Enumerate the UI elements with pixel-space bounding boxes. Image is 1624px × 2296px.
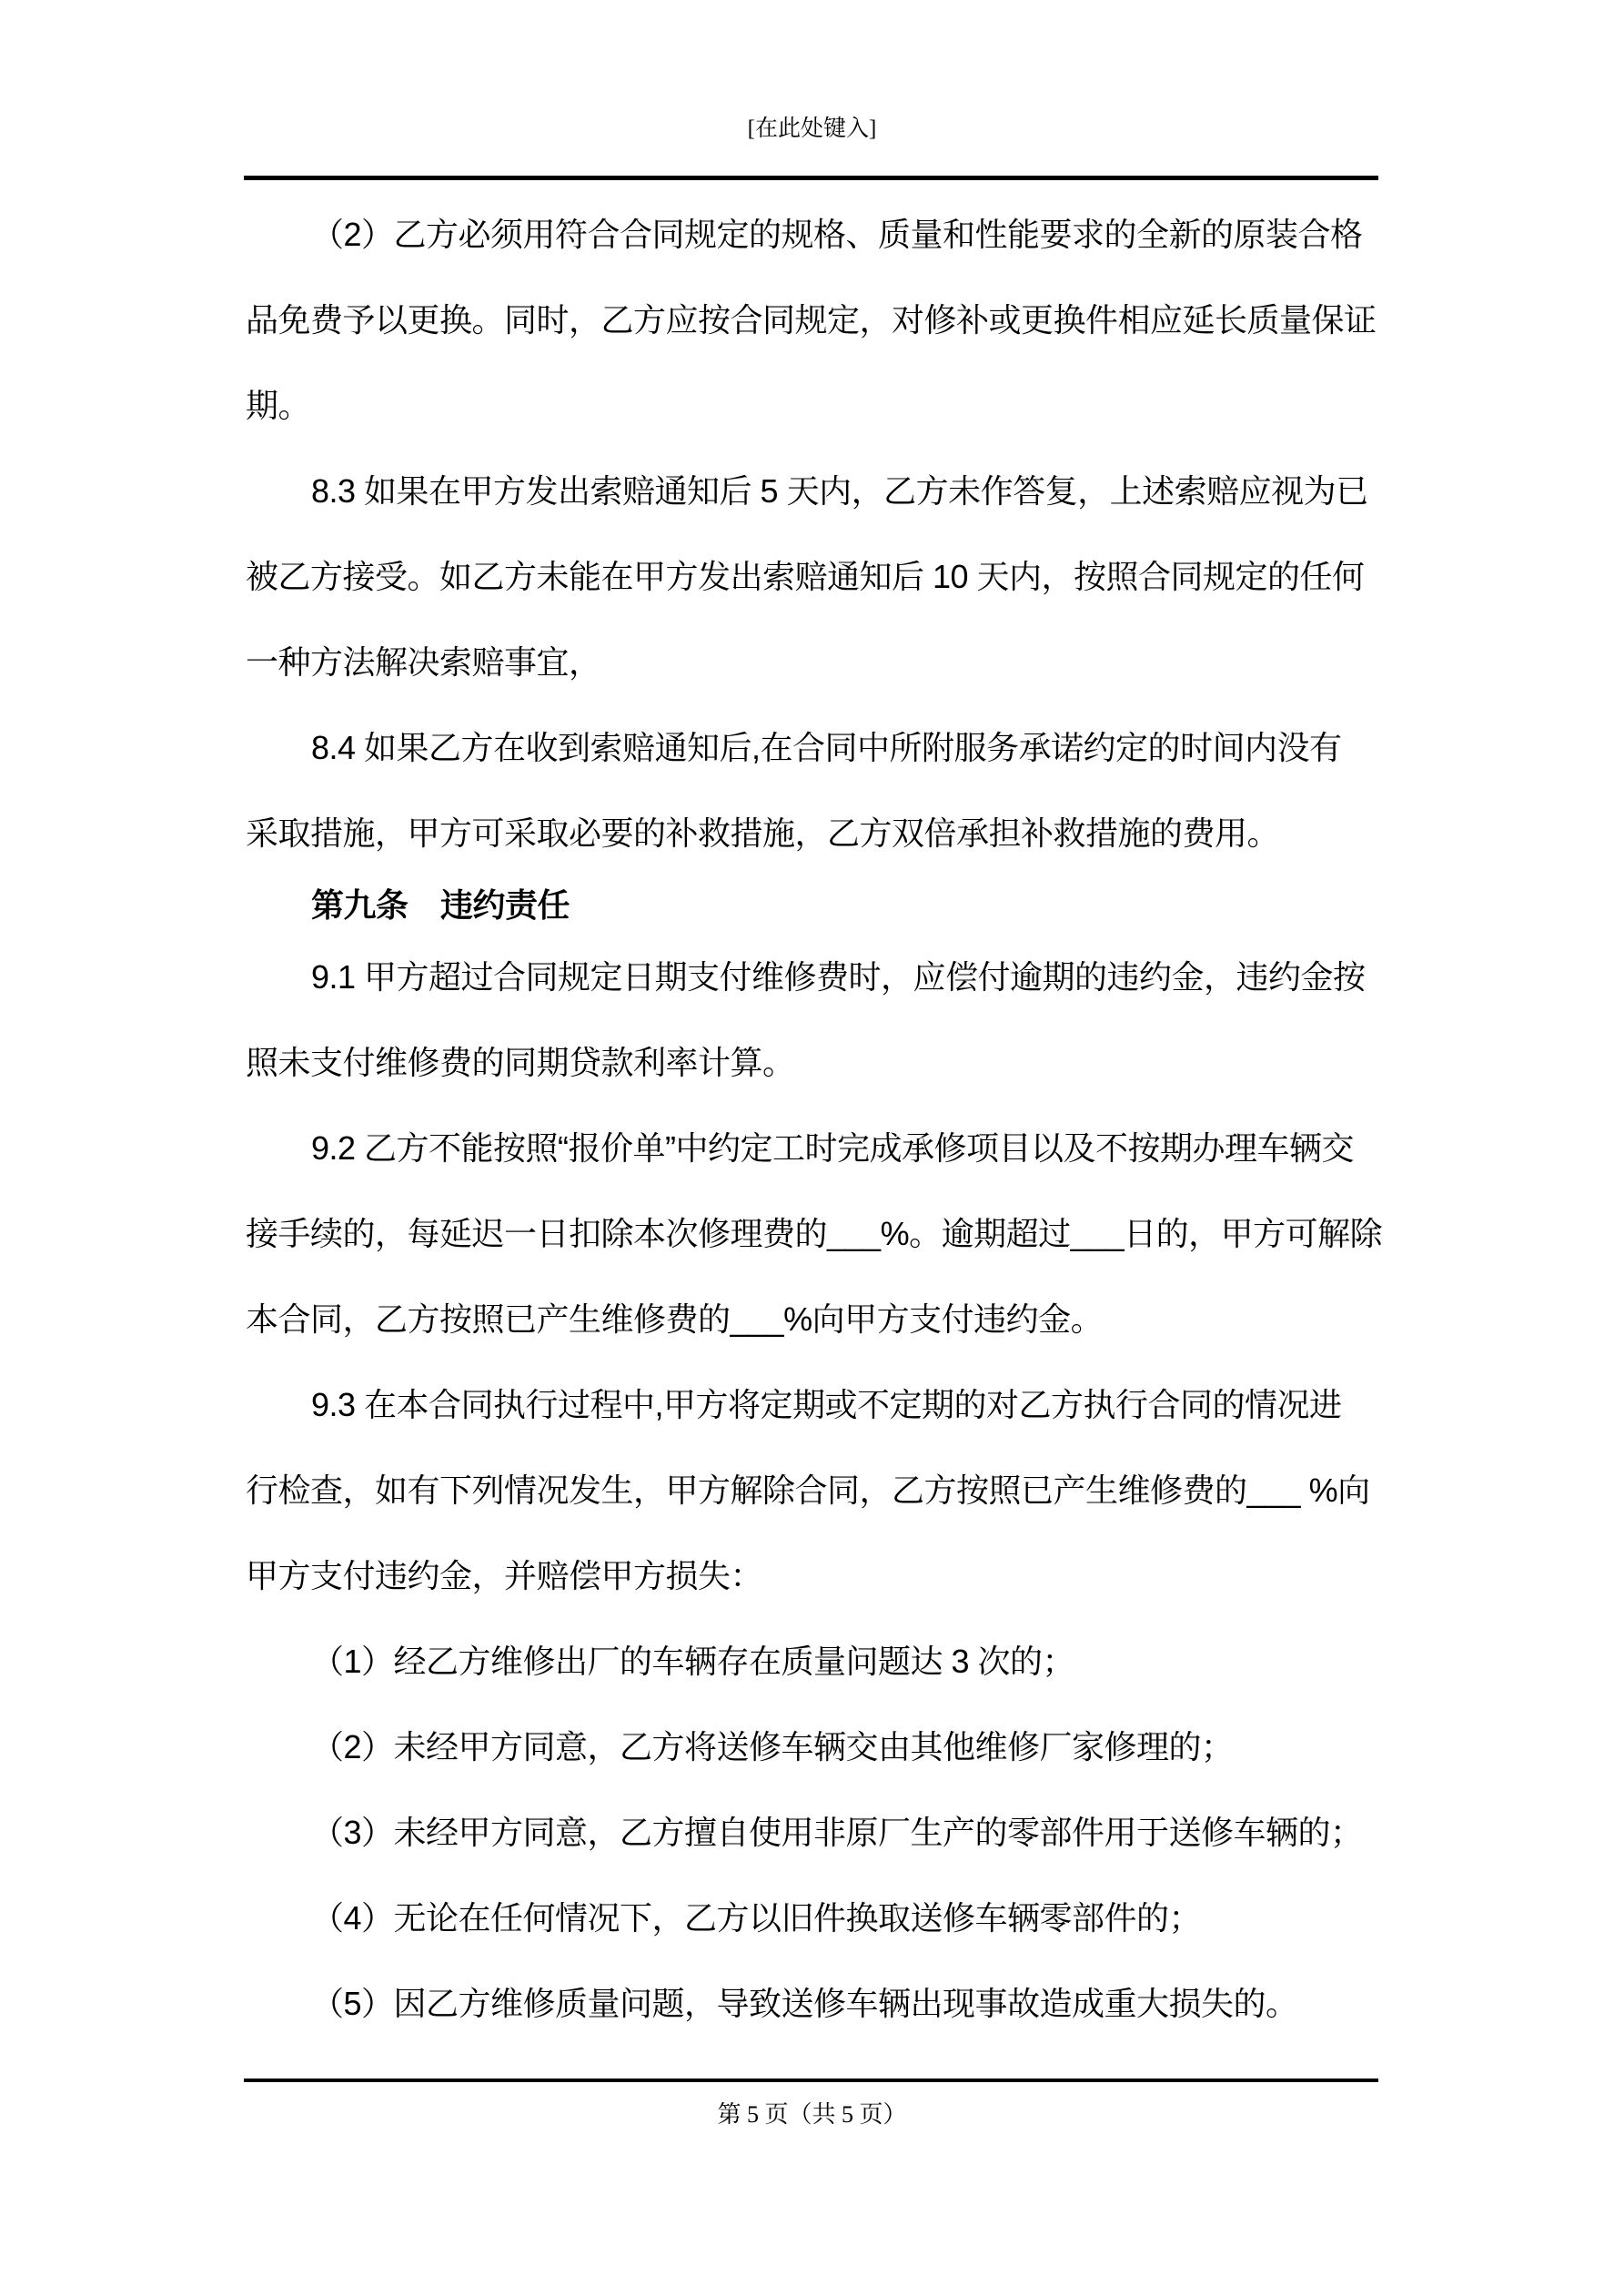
paragraph-line: 9.2 乙方不能按照“报价单”中约定工时完成承修项目以及不按期办理车辆交 <box>311 1129 1355 1167</box>
paragraph-line: 9.3 在本合同执行过程中,甲方将定期或不定期的对乙方执行合同的情况进 <box>311 1386 1342 1423</box>
list-item-line: （1）经乙方维修出厂的车辆存在质量问题达 3 次的； <box>311 1643 1075 1680</box>
paragraph-clause-9-1 <box>246 935 1380 1106</box>
header-rule <box>244 176 1378 180</box>
paragraph-line: 8.3 如果在甲方发出索赔通知后 5 天内，乙方未作答复，上述索赔应视为已 <box>311 472 1368 510</box>
paragraph-line: 甲方支付违约金，并赔偿甲方损失： <box>246 1557 763 1594</box>
paragraph-line: 行检查，如有下列情况发生，甲方解除合同，乙方按照已产生维修费的___ %向 <box>246 1472 1370 1509</box>
paragraph-line: 8.4 如果乙方在收到索赔通知后,在合同中所附服务承诺约定的时间内没有 <box>311 729 1342 766</box>
list-item-4 <box>246 1876 1380 1961</box>
paragraph-line: 一种方法解决索赔事宜， <box>246 643 601 681</box>
paragraph-clause-8-4 <box>246 705 1380 876</box>
list-item-1 <box>246 1619 1380 1704</box>
paragraph-line: 9.1 甲方超过合同规定日期支付维修费时，应偿付逾期的违约金，违约金按 <box>311 958 1366 996</box>
paragraph-clause-8-2 <box>246 192 1380 449</box>
paragraph-line: （2）乙方必须用符合合同规定的规格、质量和性能要求的全新的原装合格 <box>311 216 1363 253</box>
section-heading-article-9: 第九条 违约责任 <box>311 886 570 924</box>
paragraph-clause-9-3 <box>246 1362 1380 1619</box>
paragraph-line: 接手续的，每延迟一日扣除本次修理费的___%。逾期超过___日的，甲方可解除 <box>246 1215 1383 1252</box>
list-item-line: （5）因乙方维修质量问题，导致送修车辆出现事故造成重大损失的。 <box>311 1985 1298 2022</box>
paragraph-line: 被乙方接受。如乙方未能在甲方发出索赔通知后 10 天内，按照合同规定的任何 <box>246 558 1365 595</box>
document-body <box>246 192 1383 2047</box>
paragraph-line: 照未支付维修费的同期贷款利率计算。 <box>246 1044 795 1081</box>
header-placeholder-text: [在此处键入] <box>747 116 877 141</box>
list-item-line: （3）未经甲方同意，乙方擅自使用非原厂生产的零部件用于送修车辆的； <box>311 1814 1363 1851</box>
paragraph-clause-9-2 <box>246 1106 1383 1362</box>
paragraph-line: 采取措施，甲方可采取必要的补救措施，乙方双倍承担补救措施的费用。 <box>246 814 1280 852</box>
paragraph-line: 本合同，乙方按照已产生维修费的___%向甲方支付违约金。 <box>246 1300 1104 1338</box>
paragraph-clause-8-3 <box>246 449 1380 705</box>
paragraph-line: 期。 <box>246 387 311 424</box>
list-item-2 <box>246 1704 1380 1790</box>
paragraph-line: 品免费予以更换。同时，乙方应按合同规定，对修补或更换件相应延长质量保证 <box>246 301 1377 339</box>
list-item-5 <box>246 1961 1380 2047</box>
footer-page-number: 第 5 页（共 5 页） <box>717 2101 907 2128</box>
list-item-line: （2）未经甲方同意，乙方将送修车辆交由其他维修厂家修理的； <box>311 1728 1234 1765</box>
list-item-line: （4）无论在任何情况下，乙方以旧件换取送修车辆零部件的； <box>311 1899 1202 1937</box>
footer-rule <box>244 2079 1378 2082</box>
list-item-3 <box>246 1790 1380 1876</box>
